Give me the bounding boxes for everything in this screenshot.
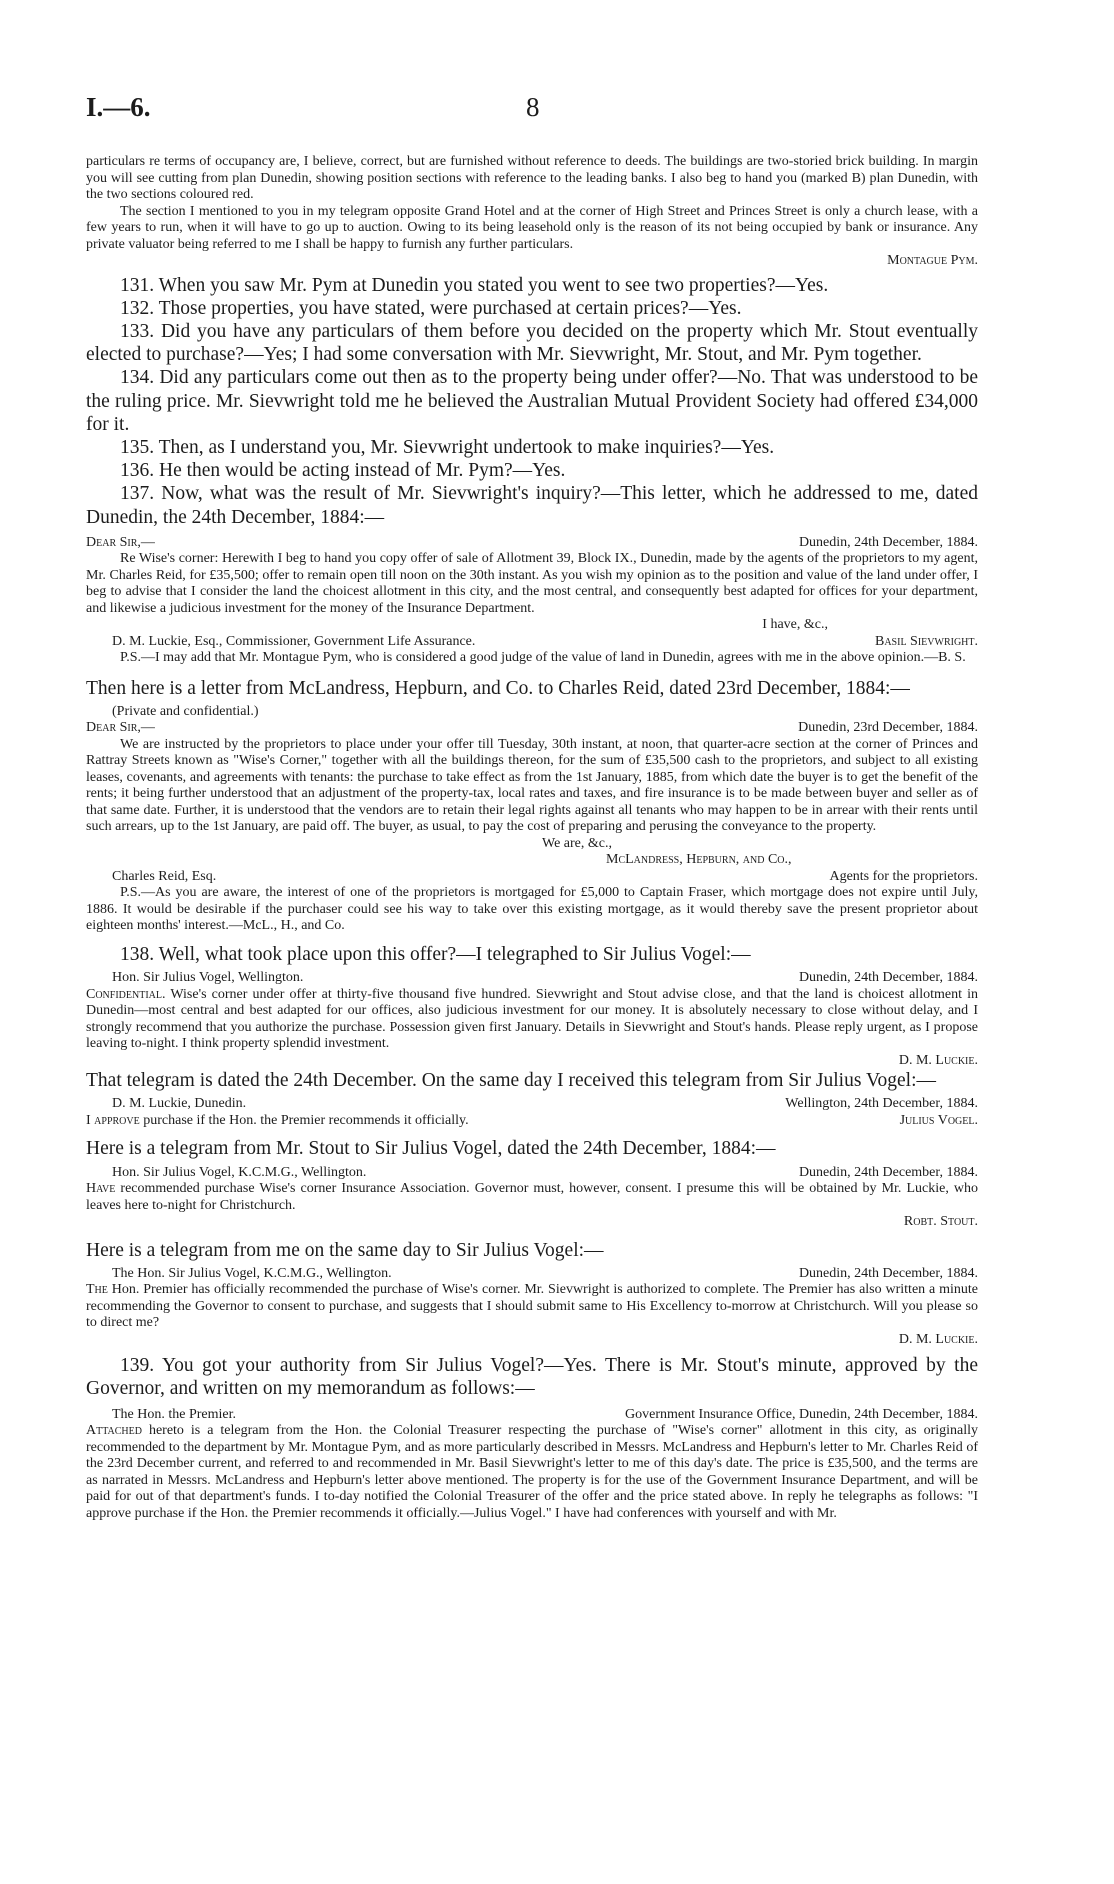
memo-lead: Attached bbox=[86, 1423, 142, 1439]
signature: Julius Vogel. bbox=[899, 1112, 978, 1128]
question-answer: 138. Well, what took place upon this offer?—I telegraphed to Sir Julius Vogel:— bbox=[120, 943, 751, 965]
paragraph: Here is a telegram from me on the same day to Sir Julius Vogel:— bbox=[86, 1239, 604, 1261]
question-answer: 134. Did any particulars come out then as to the property being under offer?—No. That was understood to be the ruling price. Mr. Sievwright told me he believed the Australian Mutual Provident Society had offered £34,000 for it. bbox=[86, 367, 978, 435]
salutation: Dear Sir,— bbox=[86, 534, 155, 550]
telegram-vogel-to-luckie bbox=[86, 1096, 978, 1129]
telegram-lead: The bbox=[86, 1282, 108, 1298]
signature: D. M. Luckie. bbox=[898, 1331, 978, 1347]
closing: I have, &c., bbox=[762, 617, 828, 633]
signature: Montague Pym. bbox=[887, 253, 978, 268]
question-answer: 131. When you saw Mr. Pym at Dunedin you stated you went to see two properties?—Yes. bbox=[120, 274, 829, 296]
telegram-body: Hon. Premier has officially recommended the purchase of Wise's corner. Mr. Sievwright is authorized to complete. The Premier has also written a minute recommending the Governor to consent to purchase, and suggests that I should submit same to His Excellency to-morrow at Christchurch. Will you please so to direct me? bbox=[86, 1282, 978, 1331]
postscript: P.S.—As you are aware, the interest of one of the proprietors is mortgaged for £5,000 to Captain Fraser, which mortgage does not expire until July, 1886. It would be desirable if the purchaser could see his way to take over this existing mortgage, as it would thereby save the present proprietor about eighteen months' interest.—McL., H., and Co. bbox=[86, 885, 978, 934]
memorandum bbox=[86, 1407, 978, 1523]
question-answer: 135. Then, as I understand you, Mr. Sievwright undertook to make inquiries?—Yes. bbox=[120, 436, 775, 458]
memo-office-date: Government Insurance Office, Dunedin, 24th December, 1884. bbox=[625, 1406, 978, 1422]
paragraph: Then here is a letter from McLandress, Hepburn, and Co. to Charles Reid, dated 23rd December, 1884:— bbox=[86, 677, 910, 699]
addressee: D. M. Luckie, Esq., Commissioner, Government Life Assurance. bbox=[112, 633, 476, 649]
intro-mclandress bbox=[86, 677, 978, 700]
paragraph: Here is a telegram from Mr. Stout to Sir Julius Vogel, dated the 24th December, 1884:— bbox=[86, 1138, 776, 1160]
addressee: Charles Reid, Esq. bbox=[112, 868, 217, 884]
telegram-stout-to-vogel bbox=[86, 1165, 978, 1231]
telegram-luckie-to-vogel bbox=[86, 970, 978, 1069]
salutation: Dear Sir,— bbox=[86, 720, 155, 736]
top-block bbox=[86, 154, 978, 270]
telegram-date: Dunedin, 24th December, 1884. bbox=[798, 1265, 978, 1281]
telegram-date: Dunedin, 24th December, 1884. bbox=[798, 970, 978, 986]
letter-sievwright bbox=[86, 535, 978, 667]
question-answer: 139. You got your authority from Sir Julius Vogel?—Yes. There is Mr. Stout's minute, approved by the Governor, and written on my memorandum as follows:— bbox=[86, 1355, 978, 1400]
telegram-to: D. M. Luckie, Dunedin. bbox=[112, 1096, 247, 1112]
letter-body: We are instructed by the proprietors to place under your offer till Tuesday, 30th instant, at noon, that quarter-acre section at the corner of Princes and Rattray Streets known as "Wise's Corner," together with all the buildings thereon, for the sum of £35,500 cash to the proprietors, and subject to all existing leases, covenants, and agreements with tenants: the purchase to take effect as from the 1st January, 1885, from which date the buyer is to get the benefit of the rents; it being further understood that an adjustment of the property-tax, local rates and taxes, and fire insurance is to be made between buyer and seller as of that same date. Further, it is understood that the vendors are to retain their legal rights against all tenants who may happen to be in arrear with their rents until such arrears, up to the 1st January, are paid off. The buyer, as usual, to pay the cost of preparing and perusing the conveyance to the property. bbox=[86, 736, 978, 835]
question-138 bbox=[86, 943, 978, 966]
agents-line: Agents for the proprietors. bbox=[829, 868, 978, 884]
question-answer: 137. Now, what was the result of Mr. Sievwright's inquiry?—This letter, which he addressed to me, dated Dunedin, the 24th December, 1884:— bbox=[86, 483, 978, 528]
telegram-to: The Hon. Sir Julius Vogel, K.C.M.G., Wellington. bbox=[112, 1265, 392, 1281]
memo-body: hereto is a telegram from the Hon. the Colonial Treasurer respecting the purchase of "Wise's corner" allotment in this city, as originally recommended to the department by Mr. Montague Pym, and as more particularly described in Messrs. McLandress and Hepburn's letter to Mr. Charles Reid of the 23rd December current, and referred to and recommended in Mr. Basil Sievwright's letter to me of this day's date. The price is £35,500, and the terms are as narrated in Messrs. McLandress and Hepburn's letter above mentioned. The property is for the use of the Government Insurance Department, and will be paid for out of that department's funds. I to-day notified the Colonial Treasurer of the offer and the price stated above. In reply he telegraphs as follows: "I approve purchase if the Hon. the Premier recommends it officially.—Julius Vogel." I have had conferences with yourself and with Mr. bbox=[86, 1423, 978, 1521]
telegram-to: Hon. Sir Julius Vogel, Wellington. bbox=[112, 970, 304, 986]
question-139 bbox=[86, 1354, 978, 1400]
letter-mclandress bbox=[86, 704, 978, 935]
telegram-body: recommended purchase Wise's corner Insurance Association. Governor must, however, consent. I presume this will be obtained by Mr. Luckie, who leaves here to-night for Christchurch. bbox=[86, 1181, 978, 1213]
telegram-body: Wise's corner under offer at thirty-five thousand five hundred. Sievwright and Stout advise close, and that the land is choicest allotment in Dunedin—most central and best adapted for our offices, also judicious investment for our money. It is absolutely necessary to close without delay, and I strongly recommend that you authorize the purchase. Possession given first January. Details in Sievwright and Stout's hands. Please reply urgent, as I propose leaving to-night. I think property splendid investment. bbox=[86, 986, 978, 1052]
paragraph: The section I mentioned to you in my telegram opposite Grand Hotel and at the corner of High Street and Princes Street is only a church lease, with a few years to run, when it will have to go up to auction. Owing to its being leasehold only is the reason of its not being occupied by bank or insurance. Any private valuator being referred to me I shall be happy to furnish any further particulars. bbox=[86, 203, 978, 252]
intro-vogel-telegram bbox=[86, 1069, 978, 1092]
signature: McLandress, Hepburn, and Co., bbox=[606, 852, 792, 868]
parliamentary-paper-ref: I.—6. bbox=[86, 92, 151, 122]
telegram-lead: I approve bbox=[86, 1112, 140, 1128]
document-page bbox=[86, 92, 978, 1522]
memo-to: The Hon. the Premier. bbox=[112, 1406, 237, 1422]
signature: D. M. Luckie. bbox=[898, 1052, 978, 1068]
letter-date: Dunedin, 23rd December, 1884. bbox=[798, 720, 978, 736]
signature: Basil Sievwright. bbox=[875, 633, 978, 649]
note: (Private and confidential.) bbox=[112, 703, 259, 719]
question-answer: 132. Those properties, you have stated, were purchased at certain prices?—Yes. bbox=[120, 297, 742, 319]
page-header bbox=[86, 92, 978, 154]
paragraph: particulars re terms of occupancy are, I believe, correct, but are furnished without reference to deeds. The buildings are two-storied brick building. In margin you will see cutting from plan Dunedin, showing position sections with reference to the leading banks. I also beg to hand you (marked B) plan Dunedin, with the two sections coloured red. bbox=[86, 154, 978, 202]
question-answer: 133. Did you have any particulars of them before you decided on the property which Mr. Stout eventually elected to purchase?—Yes; I had some conversation with Mr. Sievwright, Mr. Stout, and Mr. Pym together. bbox=[86, 320, 978, 366]
telegram-date: Dunedin, 24th December, 1884. bbox=[798, 1164, 978, 1180]
telegram-luckie-to-vogel-2 bbox=[86, 1266, 978, 1349]
letter-date: Dunedin, 24th December, 1884. bbox=[798, 534, 978, 550]
letter-body: Re Wise's corner: Herewith I beg to hand you copy offer of sale of Allotment 39, Block IX., Dunedin, made by the agents of the proprietors to my agent, Mr. Charles Reid, for £35,500; offer to remain open till noon on the 30th instant. As you wish my opinion as to the position and value of the land under offer, I beg to advise that I consider the land the choicest allotment in this city, and the most central, and consequently best adapted for offices for your department, and likewise a judicious investment for the money of the Insurance Department. bbox=[86, 551, 978, 616]
signature: Robt. Stout. bbox=[903, 1214, 978, 1230]
closing: We are, &c., bbox=[542, 835, 612, 851]
page-number: 8 bbox=[526, 92, 540, 122]
postscript: P.S.—I may add that Mr. Montague Pym, who is considered a good judge of the value of land in Dunedin, agrees with me in the above opinion.—B. S. bbox=[120, 650, 966, 666]
question-answer: 136. He then would be acting instead of Mr. Pym?—Yes. bbox=[120, 460, 566, 482]
intro-stout-telegram bbox=[86, 1137, 978, 1160]
telegram-lead: Have bbox=[86, 1181, 116, 1197]
questions-131-137 bbox=[86, 274, 978, 529]
telegram-to: Hon. Sir Julius Vogel, K.C.M.G., Wellington. bbox=[112, 1164, 367, 1180]
telegram-body: purchase if the Hon. the Premier recommends it officially. bbox=[139, 1112, 469, 1128]
telegram-date: Wellington, 24th December, 1884. bbox=[785, 1096, 978, 1112]
intro-own-telegram bbox=[86, 1239, 978, 1262]
telegram-lead: Confidential. bbox=[86, 986, 166, 1002]
paragraph: That telegram is dated the 24th December. On the same day I received this telegram from Sir Julius Vogel:— bbox=[86, 1070, 937, 1092]
